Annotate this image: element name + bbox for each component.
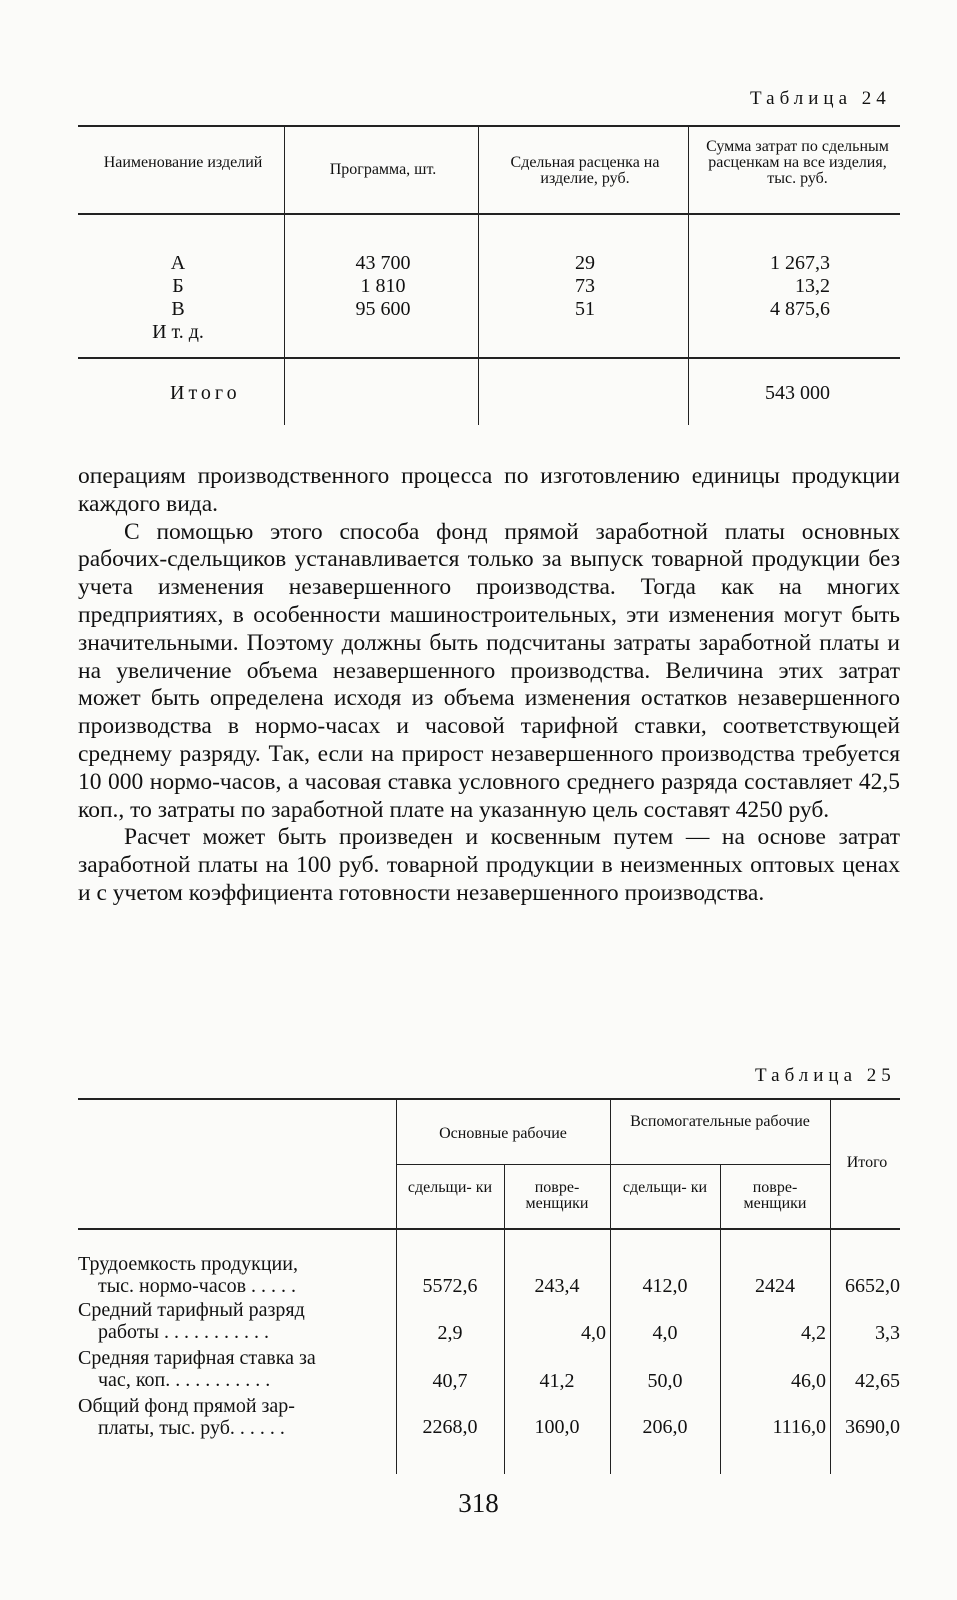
- program-column: [293, 252, 473, 321]
- table-cell: 4,0: [581, 1322, 606, 1344]
- header-program: Программа, шт.: [329, 161, 437, 178]
- table-cell: 2424: [755, 1275, 795, 1297]
- table-cell: А: [170, 252, 186, 274]
- table-25-caption: Таблица 25: [755, 1065, 896, 1086]
- group-rule: [396, 1164, 830, 1165]
- row-label-tariff-grade: [78, 1299, 390, 1343]
- column-divider: [720, 1164, 721, 1474]
- row-label-line: Трудоемкость продукции,: [78, 1253, 298, 1275]
- page-number: 318: [458, 1488, 499, 1518]
- row-label-line: Общий фонд прямой зар-: [78, 1395, 295, 1417]
- table-cell: 206,0: [642, 1416, 688, 1438]
- table-cell: И т. д.: [152, 321, 204, 343]
- header-time-workers: повре- менщики: [525, 1179, 589, 1212]
- table-cell: 4,0: [652, 1322, 678, 1344]
- table-rule: [78, 125, 900, 127]
- sum-column: [695, 252, 830, 321]
- table-cell: 2,9: [437, 1322, 463, 1344]
- table-cell: 1 810: [360, 275, 406, 297]
- row-label-line: Средний тарифный разряд: [78, 1299, 305, 1321]
- header-main-workers: Основные рабочие: [439, 1125, 567, 1142]
- table-rule: [78, 213, 900, 215]
- header-piece-workers: сдельщи- ки: [407, 1179, 493, 1196]
- table-25: [78, 1098, 900, 1478]
- table-24: [78, 125, 900, 425]
- header-total-cost: Сумма затрат по сдельным расценкам на все изделия, тыс. руб.: [706, 138, 889, 187]
- table-cell: 1 267,3: [770, 252, 830, 274]
- paragraph: Расчет может быть произведен и косвенным путем — на основе затрат заработной платы на 100 руб. товарной продукции в неизменных оптовых ценах и с учетом коэффициента готовности незавершенного производства.: [78, 824, 900, 906]
- table-cell: 2268,0: [422, 1416, 478, 1438]
- row-label-line: Средняя тарифная ставка за: [78, 1347, 316, 1369]
- table-cell: 4 875,6: [770, 298, 830, 320]
- table-cell: 100,0: [534, 1416, 580, 1438]
- table-cell: 243,4: [534, 1275, 580, 1297]
- column-divider: [478, 125, 479, 425]
- table-cell: 46,0: [791, 1370, 826, 1392]
- product-names-column: [138, 252, 218, 344]
- table-cell: 5572,6: [422, 1275, 478, 1297]
- header-piece-rate: Сдельная расценка на изделие, руб.: [510, 154, 660, 187]
- table-cell: 42,65: [855, 1370, 900, 1392]
- table-cell: 4,2: [801, 1322, 826, 1344]
- paragraph: операциям производственного процесса по изготовлению единицы продукции каждого вида.: [78, 463, 900, 517]
- row-label-line: час, коп. . . . . . . . . . .: [98, 1369, 271, 1391]
- row-label-line: платы, тыс. руб. . . . . .: [98, 1417, 285, 1439]
- row-label-line: тыс. нормо-часов . . . . .: [98, 1275, 297, 1297]
- table-cell: 51: [575, 298, 595, 320]
- table-cell: 3690,0: [845, 1416, 900, 1438]
- row-label-line: работы . . . . . . . . . . .: [98, 1321, 269, 1343]
- table-cell: 43 700: [355, 252, 411, 274]
- header-aux-time-workers: повре- менщики: [743, 1179, 807, 1212]
- column-divider: [610, 1098, 611, 1474]
- body-text: [78, 463, 900, 908]
- table-cell: 29: [575, 252, 595, 274]
- column-divider: [284, 125, 285, 425]
- table-rule: [78, 357, 900, 359]
- column-divider: [688, 125, 689, 425]
- table-cell: 41,2: [539, 1370, 575, 1392]
- table-cell: 412,0: [642, 1275, 688, 1297]
- header-product-name: Наименование изделий: [103, 154, 263, 171]
- table-cell: 95 600: [355, 298, 411, 320]
- header-aux-piece-workers: сдельщи- ки: [622, 1179, 708, 1196]
- table-cell: 50,0: [647, 1370, 683, 1392]
- table-cell: 13,2: [795, 275, 830, 297]
- table-rule: [78, 1098, 900, 1100]
- table-rule: [78, 1228, 900, 1230]
- row-label-wage-fund: [78, 1395, 390, 1439]
- column-divider: [504, 1164, 505, 1474]
- header-total: Итого: [846, 1154, 888, 1171]
- table-cell: 6652,0: [845, 1275, 900, 1297]
- row-label-tariff-rate: [78, 1347, 390, 1391]
- table-cell: 73: [575, 275, 595, 297]
- total-sum: 543 000: [765, 382, 830, 404]
- row-label-labor-intensity: [78, 1253, 390, 1297]
- table-cell: В: [171, 298, 185, 320]
- column-divider: [830, 1098, 831, 1474]
- table-24-caption: Таблица 24: [750, 88, 891, 109]
- table-cell: Б: [172, 275, 184, 297]
- header-aux-workers: Вспомогательные рабочие: [630, 1113, 810, 1130]
- column-divider: [396, 1098, 397, 1474]
- total-label: Итого: [170, 382, 241, 404]
- table-cell: 1116,0: [772, 1416, 826, 1438]
- table-cell: 40,7: [432, 1370, 468, 1392]
- table-cell: 3,3: [875, 1322, 900, 1344]
- paragraph: С помощью этого способа фонд прямой заработной платы основных рабочих-сдельщиков устанавливается только за выпуск товарной продукции без учета изменения незавершенного производства. Тогда как на многих предприятиях, в особенности машиностроительных, эти изменения могут быть значительными. Поэтому должны быть подсчитаны затраты заработной платы и на увеличение объема незавершенного производства. Величина этих затрат может быть определена исходя из объема изменения остатков незавершенного производства в нормо-часах и часовой тарифной ставки, соответствующей среднему разряду. Так, если на прирост незавершенного производства требуется 10 000 нормо-часов, а часовая ставка условного среднего разряда составляет 42,5 коп., то затраты по заработной плате на указанную цель составят 4250 руб.: [78, 518, 900, 823]
- rate-column: [486, 252, 684, 321]
